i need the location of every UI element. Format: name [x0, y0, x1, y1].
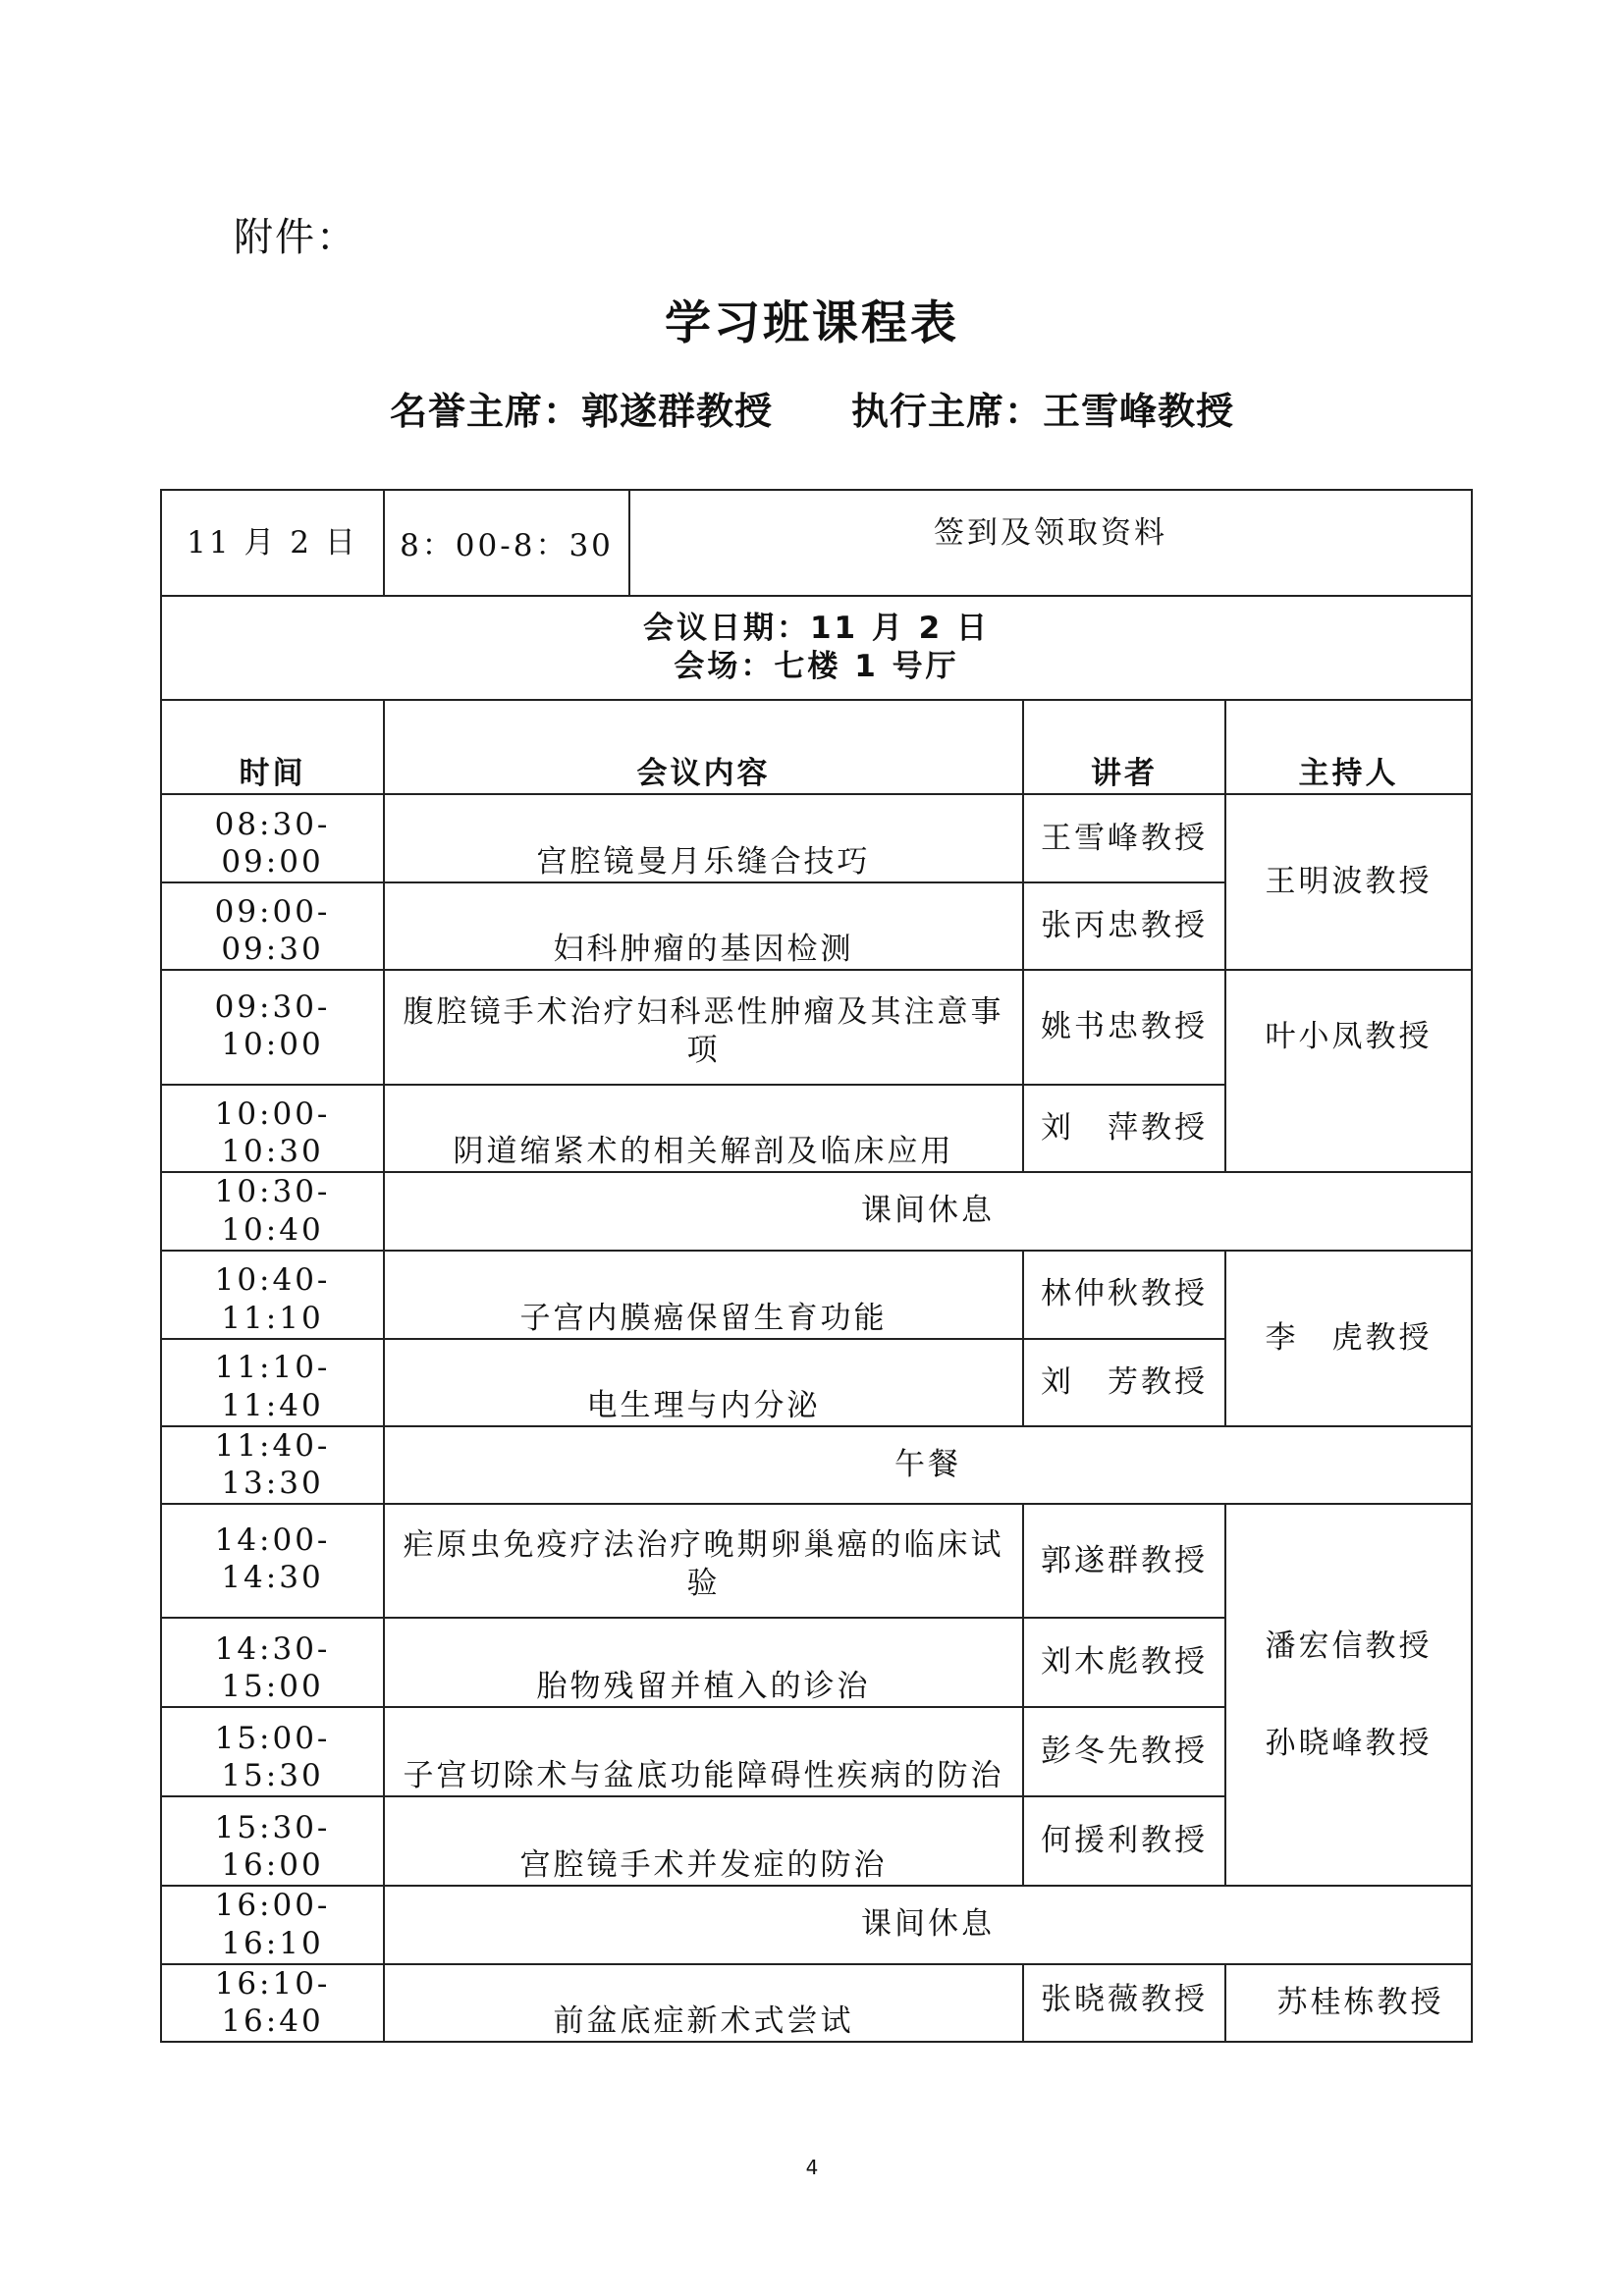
session-content: 子宫内膜癌保留生育功能	[384, 1251, 1023, 1339]
session-host-group	[1225, 1504, 1472, 1886]
session-speaker: 姚书忠教授	[1023, 970, 1225, 1085]
table-row	[161, 1251, 1472, 1339]
session-time: 09:00-09:30	[161, 882, 384, 970]
break-content: 课间休息	[384, 1172, 1472, 1251]
session-speaker: 刘 芳教授	[1023, 1339, 1225, 1426]
host-stack	[1232, 1628, 1465, 1763]
session-speaker: 何援利教授	[1023, 1796, 1225, 1886]
meeting-info-row	[161, 596, 1472, 700]
registration-content: 签到及领取资料	[629, 490, 1472, 596]
page-title: 学习班课程表	[665, 296, 959, 350]
session-host: 李 虎教授	[1225, 1251, 1472, 1426]
honorary-chair: 名誉主席：郭遂群教授	[389, 390, 773, 433]
table-row	[161, 794, 1472, 882]
table-row	[161, 970, 1472, 1085]
session-speaker: 王雪峰教授	[1023, 794, 1225, 882]
table-row	[161, 1504, 1472, 1618]
session-speaker: 张丙忠教授	[1023, 882, 1225, 970]
registration-date: 11 月 2 日	[161, 490, 384, 596]
session-content: 妇科肿瘤的基因检测	[384, 882, 1023, 970]
session-speaker: 刘木彪教授	[1023, 1618, 1225, 1707]
break-content: 午餐	[384, 1426, 1472, 1505]
attachment-label: 附件：	[234, 215, 357, 260]
session-host: 苏桂栋教授	[1225, 1964, 1472, 2043]
session-host: 孙晓峰教授	[1265, 1725, 1433, 1761]
session-host: 王明波教授	[1225, 794, 1472, 970]
header-content: 会议内容	[384, 700, 1023, 794]
meeting-date: 会议日期：11 月 2 日	[642, 611, 991, 647]
page-number: 4	[805, 2156, 819, 2179]
session-time: 09:30-10:00	[161, 970, 384, 1085]
session-time: 16:10-16:40	[161, 1964, 384, 2043]
registration-time: 8：00-8：30	[384, 490, 629, 596]
session-speaker: 彭冬先教授	[1023, 1707, 1225, 1796]
session-speaker: 刘 萍教授	[1023, 1085, 1225, 1172]
header-speaker: 讲者	[1023, 700, 1225, 794]
session-speaker: 张晓薇教授	[1023, 1964, 1225, 2043]
session-time: 15:00-15:30	[161, 1707, 384, 1796]
session-time: 11:10-11:40	[161, 1339, 384, 1426]
session-time: 16:00-16:10	[161, 1886, 384, 1964]
schedule-table	[160, 489, 1473, 2043]
session-time: 11:40-13:30	[161, 1426, 384, 1505]
session-time: 08:30-09:00	[161, 794, 384, 882]
meeting-info	[161, 596, 1472, 700]
registration-row	[161, 490, 1472, 596]
session-speaker: 郭遂群教授	[1023, 1504, 1225, 1618]
session-time: 14:00-14:30	[161, 1504, 384, 1618]
session-speaker: 林仲秋教授	[1023, 1251, 1225, 1339]
session-time: 14:30-15:00	[161, 1618, 384, 1707]
session-content: 前盆底症新术式尝试	[384, 1964, 1023, 2043]
session-content: 宫腔镜手术并发症的防治	[384, 1796, 1023, 1886]
session-time: 10:00-10:30	[161, 1085, 384, 1172]
session-time: 10:40-11:10	[161, 1251, 384, 1339]
break-row	[161, 1172, 1472, 1251]
break-content: 课间休息	[384, 1886, 1472, 1964]
session-host: 潘宏信教授	[1265, 1628, 1433, 1664]
executive-chair: 执行主席：王雪峰教授	[851, 390, 1235, 433]
session-time: 10:30-10:40	[161, 1172, 384, 1251]
table-row	[161, 1964, 1472, 2043]
meeting-venue: 会场：七楼 1 号厅	[674, 649, 959, 684]
chairs-line	[0, 381, 1624, 435]
session-content: 胎物残留并植入的诊治	[384, 1618, 1023, 1707]
session-time: 15:30-16:00	[161, 1796, 384, 1886]
session-host: 叶小凤教授	[1225, 970, 1472, 1172]
session-content: 阴道缩紧术的相关解剖及临床应用	[384, 1085, 1023, 1172]
header-time: 时间	[161, 700, 384, 794]
session-content: 子宫切除术与盆底功能障碍性疾病的防治	[384, 1707, 1023, 1796]
header-row	[161, 700, 1472, 794]
header-host: 主持人	[1225, 700, 1472, 794]
session-content: 疟原虫免疫疗法治疗晚期卵巢癌的临床试验	[384, 1504, 1023, 1618]
session-content: 宫腔镜曼月乐缝合技巧	[384, 794, 1023, 882]
break-row	[161, 1426, 1472, 1505]
session-content: 电生理与内分泌	[384, 1339, 1023, 1426]
break-row	[161, 1886, 1472, 1964]
session-content: 腹腔镜手术治疗妇科恶性肿瘤及其注意事项	[384, 970, 1023, 1085]
